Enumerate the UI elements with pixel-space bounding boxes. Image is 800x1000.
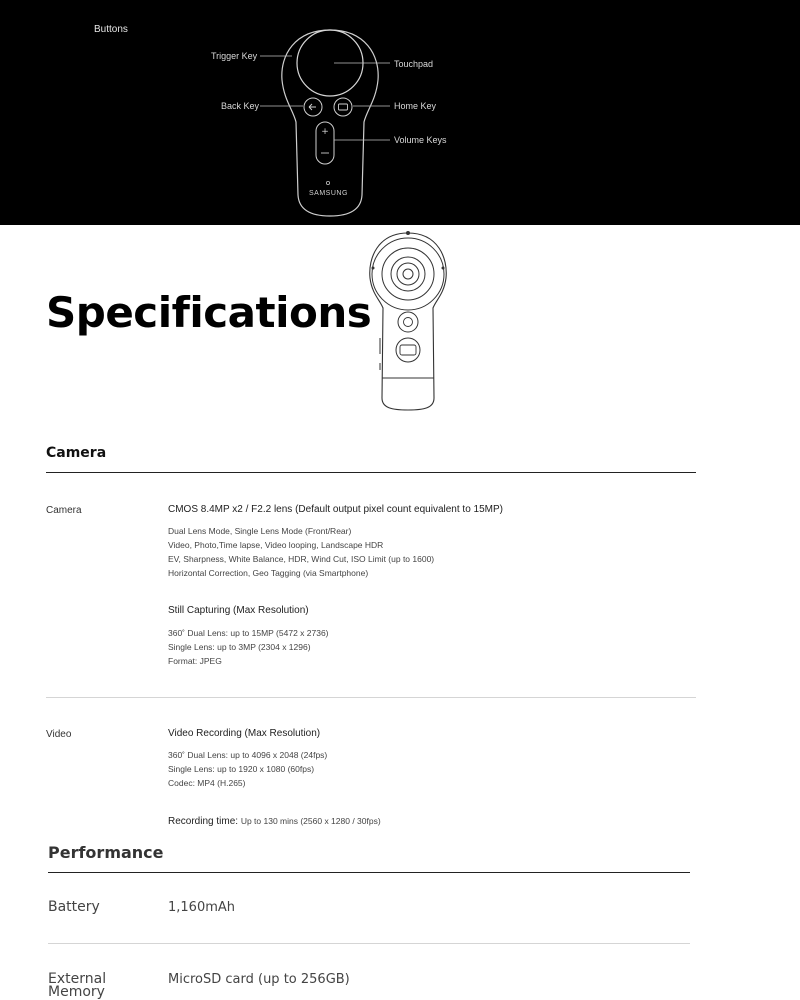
video-recording-list: [168, 748, 327, 790]
list-item: Horizontal Correction, Geo Tagging (via Smartphone): [168, 568, 369, 578]
video-row-label: Video: [46, 729, 72, 740]
external-memory-label-line1: External: [48, 971, 107, 987]
recording-time-row: [168, 816, 381, 827]
back-key-label: Back Key: [221, 101, 260, 111]
battery-value: 1,160mAh: [168, 900, 236, 915]
video-recording-title: Video Recording (Max Resolution): [168, 728, 321, 739]
list-item: Video, Photo,Time lapse, Video looping, Landscape HDR: [168, 540, 384, 550]
still-capturing-title: Still Capturing (Max Resolution): [168, 605, 309, 616]
camera-illustration: [360, 228, 470, 414]
list-item: Codec: MP4 (H.265): [168, 778, 246, 788]
external-memory-label-line2: Memory: [48, 984, 105, 1000]
recording-time-label: Recording time:: [168, 816, 239, 827]
still-capturing-list: [168, 626, 329, 668]
list-item: EV, Sharpness, White Balance, HDR, Wind Cut, ISO Limit (up to 1600): [168, 554, 435, 564]
home-key-label: Home Key: [394, 101, 437, 111]
diagram-heading: Buttons: [94, 24, 128, 35]
camera-section-title: Camera: [46, 445, 107, 461]
camera-row-label: Camera: [46, 505, 82, 516]
battery-label: Battery: [48, 899, 100, 915]
recording-time-value: Up to 130 mins (2560 x 1280 / 30fps): [240, 816, 381, 826]
list-item: Single Lens: up to 1920 x 1080 (60fps): [168, 764, 315, 774]
svg-text:+: +: [321, 127, 329, 137]
camera-headline: CMOS 8.4MP x2 / F2.2 lens (Default output pixel count equivalent to 15MP): [168, 504, 503, 515]
camera-feature-list: [168, 524, 434, 580]
page-title: Specifications: [46, 288, 372, 337]
touchpad-label: Touchpad: [394, 59, 434, 69]
list-item: Dual Lens Mode, Single Lens Mode (Front/Rear): [168, 526, 352, 536]
list-item: 360˚ Dual Lens: up to 4096 x 2048 (24fps): [168, 750, 328, 760]
external-memory-value: MicroSD card (up to 256GB): [168, 972, 350, 987]
row-divider: [46, 697, 696, 698]
list-item: Format: JPEG: [168, 656, 222, 666]
performance-section-divider: [48, 872, 690, 873]
volume-keys-label: Volume Keys: [394, 135, 447, 145]
list-item: Single Lens: up to 3MP (2304 x 1296): [168, 642, 311, 652]
list-item: 360˚ Dual Lens: up to 15MP (5472 x 2736): [168, 628, 329, 638]
camera-section-divider: [46, 472, 696, 473]
performance-section-title: Performance: [48, 843, 164, 862]
external-memory-label: [48, 973, 106, 999]
controller-diagram: [0, 0, 800, 225]
trigger-key-label: Trigger Key: [211, 51, 258, 61]
samsung-brand-mark: SAMSUNG: [309, 190, 348, 197]
row-divider: [48, 943, 690, 944]
